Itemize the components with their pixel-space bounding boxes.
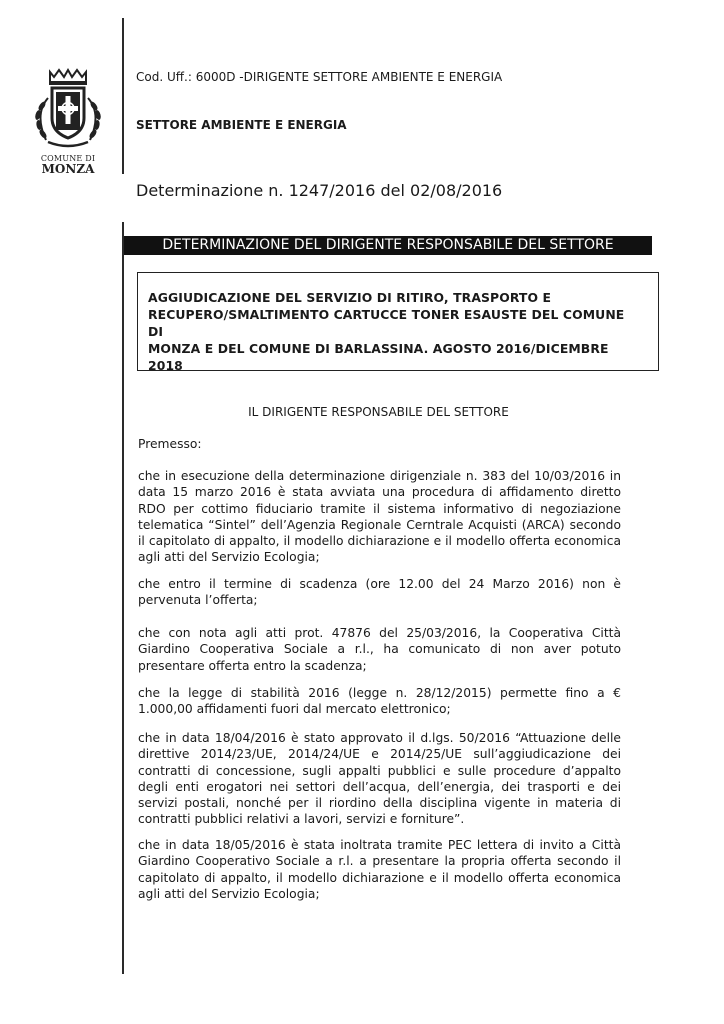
premesso-label: Premesso: xyxy=(138,437,202,451)
subject-line: MONZA E DEL COMUNE DI BARLASSINA. AGOSTO 2016/DICEMBRE 2018 xyxy=(148,341,609,373)
margin-rule-bottom xyxy=(122,222,124,974)
logo-caption-monza: MONZA xyxy=(41,162,95,176)
body-paragraph: che in data 18/05/2016 è stata inoltrata tramite PEC lettera di invito a Città Giardino Cooperativo Sociale a r.l. a presentare la propria offerta secondo il capitolato di appalto, il modello dichiarazione e il modello offerta economica agli atti del Servizio Ecologia; xyxy=(138,838,621,901)
subject-text xyxy=(148,289,638,374)
body-paragraph: che con nota agli atti prot. 47876 del 25/03/2016, la Cooperativa Città Giardino Cooperativa Sociale a r.l., ha comunicato di non aver potuto presentare offerta entro la scadenza; xyxy=(138,626,621,673)
margin-rule-top xyxy=(122,18,124,174)
body-paragraph: che in data 18/04/2016 è stato approvato il d.lgs. 50/2016 “Attuazione delle direttive 2014/23/UE, 2014/24/UE e 2014/25/UE sull’aggiudicazione dei contratti di concessione, sugli appalti pubblici e sulle procedure d’appalto degli enti erogatori nei settori dell’acqua, dell’energia, dei trasporti e dei servizi postali, nonché per il riordino della disciplina vigente in materia di contratti pubblici relativi a lavori, servizi e forniture”. xyxy=(138,731,621,827)
settore-header: SETTORE AMBIENTE E ENERGIA xyxy=(136,118,347,132)
determinazione-number: Determinazione n. 1247/2016 del 02/08/2016 xyxy=(136,181,503,200)
cod-uff-header: Cod. Uff.: 6000D -DIRIGENTE SETTORE AMBIENTE E ENERGIA xyxy=(136,70,503,84)
subject-line: RECUPERO/SMALTIMENTO CARTUCCE TONER ESAUSTE DEL COMUNE DI xyxy=(148,307,625,339)
coat-of-arms-icon xyxy=(28,68,108,154)
body-paragraph: che entro il termine di scadenza (ore 12.00 del 24 Marzo 2016) non è pervenuta l’offerta; xyxy=(138,577,621,608)
subject-box xyxy=(137,272,659,371)
body-paragraph: che la legge di stabilità 2016 (legge n. 28/12/2015) permette fino a € 1.000,00 affidamenti fuori dal mercato elettronico; xyxy=(138,686,621,717)
subject-line: AGGIUDICAZIONE DEL SERVIZIO DI RITIRO, TRASPORTO E xyxy=(148,290,552,305)
section-heading: IL DIRIGENTE RESPONSABILE DEL SETTORE xyxy=(248,405,509,419)
body-paragraph: che in esecuzione della determinazione dirigenziale n. 383 del 10/03/2016 in data 15 marzo 2016 è stata avviata una procedura di affidamento diretto RDO per cottimo fiduciario tramite il sistema informativo di negoziazione telematica “Sintel” dell’Agenzia Regionale Cerntrale Acquisti (ARCA) secondo il capitolato di appalto, il modello dichiarazione e il modello offerta economica agli atti del Servizio Ecologia; xyxy=(138,469,621,565)
document-type-banner: DETERMINAZIONE DEL DIRIGENTE RESPONSABILE DEL SETTORE xyxy=(124,236,652,255)
logo-caption-comune: COMUNE DI xyxy=(40,154,96,163)
comune-monza-logo xyxy=(28,68,108,180)
